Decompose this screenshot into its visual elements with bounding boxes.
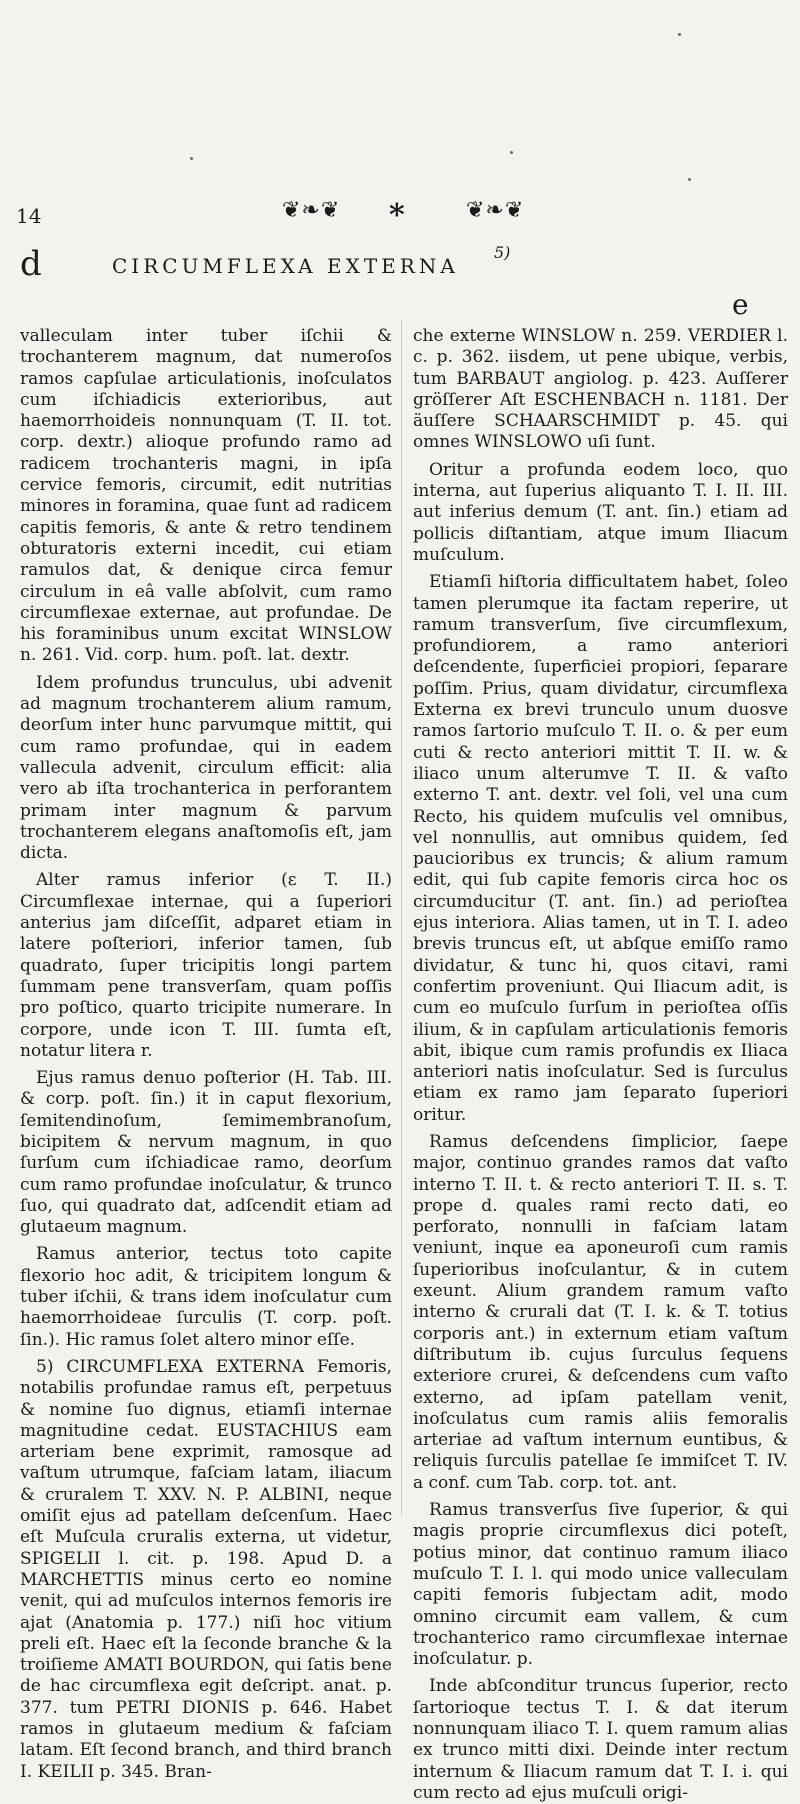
paragraph: Ramus deſcendens ſimplicior, ſaepe major, continuo grandes ramos dat vaſto interno T. II. t. & recto anteriori T. II. s. T. prope d. quales rami recto dati, eo perforato, nonnulli in faſciam latam veniunt, inque ea aponeuroſi cum ramis ſuperioribus inoſculantur, & in cutem exeunt. Alium grandem ramum vaſto interno & crurali dat (T. I. k. & T. totius corporis ant.) in externum etiam vaſtum diſtributum ib. cujus ſurculus ſequens exteriore crurei, & deſcendens cum vaſto externo, ad ipſam patellam venit, inoſculatus cum ramis aliis femoralis arteriae ad vaſtum internum euntibus, & reliquis ſurculis patellae ſe immiſcet T. IV. a conf. cum Tab. corp. tot. ant. bbox=[413, 1131, 788, 1493]
fleuron-right-icon: ❦❧❦ bbox=[466, 198, 525, 223]
fleuron-left-icon: ❦❧❦ bbox=[282, 198, 341, 223]
header-ornament-right bbox=[466, 198, 524, 223]
header-ornament-left bbox=[282, 198, 340, 223]
paragraph: Etiamſi hiſtoria difficultatem habet, ſoleo tamen plerumque ita factam reperire, ut ramum transverſum, ſive circumflexum, profundiorem, a ramo anteriori deſcendente, ſuperficiei propiori, ſeparare poſſim. Prius, quam dividatur, circumflexa Externa ex brevi trunculo unum duosve ramos ſartorio muſculo T. II. o. & per eum cuti & recto anteriori mittit T. II. w. & iliaco unum alterumve T. II. & vaſto externo T. ant. dextr. vel ſoli, vel una cum Recto, his quidem muſculis vel omnibus, vel nonnullis, aut omnibus quidem, ſed paucioribus ex truncis; & alium ramum edit, qui ſub capite femoris circa hoc os circumducitur (T. ant. ſin.) ad perioſtea ejus interiora. Alias tamen, ut in T. I. adeo brevis truncus eſt, ut abſque emiſſo ramo dividatur, & tunc hi, quos citavi, rami confertim proveniunt. Qui Iliacum adit, is cum eo muſculo ſurſum in perioſtea oſſis ilium, & in capſulam articulationis femoris abit, ibique cum ramis profundis ex Iliaca anteriori natis inoſculatur. Sed is ſurculus etiam ex ramo jam ſeparato ſuperiori oritur. bbox=[413, 572, 788, 1125]
footnote-paragraph: 5) CIRCUMFLEXA EXTERNA Femoris, notabilis profundae ramus eſt, perpetuus & nomine ſuo dignus, etiamſi internae magnitudine cedat. EUSTACHIUS eam arteriam bene exprimit, ramosque ad vaſtum utrumque, faſciam latam, iliacum & cruralem T. XXV. N. P. ALBINI, neque omiſit ejus ad patellam deſcenſum. Haec eſt Muſcula cruralis externa, ut videtur, SPIGELII l. cit. p. 198. Apud D. a MARCHETTIS minus certo eo nomine venit, qui ad muſculos internos femoris ire ajat (Anatomia p. 177.) niſi hoc vitium preli eſt. Haec eſt la ſeconde branche & la troiſieme AMATI BOURDON, qui ſatis bene de hac circumflexa egit deſcript. anat. p. 377. tum PETRI DIONIS p. 646. Habet ramos in glutaeum medium & faſciam latam. Eſt ſecond branch, and third branch I. KEILII p. 345. Bran- bbox=[20, 1356, 392, 1782]
paper-speck bbox=[688, 178, 691, 181]
paragraph: valleculam inter tuber iſchii & trochanterem magnum, dat numeroſos ramos capſulae articulationis, inoſculatos cum iſchiadicis exterioribus, aut haemorrhoideis nonnunquam (T. II. tot. corp. dextr.) alioque profundo ramo ad radicem trochanteris magni, in ipſa cervice femoris, circumit, edit nutritias minores in foramina, quae ſunt ad radicem capitis femoris, & ante & retro tendinem obturatoris externi incedit, cui etiam ramulos dat, & denique circa femur circulum in eâ valle abſolvit, cum ramo circumflexae externae, aut profundae. De his foraminibus unum excitat WINSLOW n. 261. Vid. corp. hum. poſt. lat. dextr. bbox=[20, 326, 392, 666]
paragraph: che externe WINSLOW n. 259. VERDIER l. c. p. 362. iisdem, ut pene ubique, verbis, tum BARBAUT angiolog. p. 423. Auſſerer gröſſerer Aſt ESCHENBACH n. 1181. Der äuſſere SCHAARSCHMIDT p. 45. qui omnes WINSLOWO uſi ſunt. bbox=[413, 326, 788, 453]
paper-speck bbox=[510, 151, 513, 154]
right-column bbox=[413, 326, 788, 1803]
footnote-reference: 5) bbox=[494, 243, 511, 262]
paragraph: Inde abſconditur truncus ſuperior, recto ſartorioque tectus T. I. & dat iterum nonnunquam iliaco T. I. quem ramum alias ex trunco mitti dixi. Deinde inter rectum internum & Iliacum ramum dat T. I. i. qui cum recto ad ejus muſculi origi- bbox=[413, 1676, 788, 1803]
section-letter-left: d bbox=[20, 244, 42, 284]
chapter-heading: CIRCUMFLEXA EXTERNA bbox=[112, 254, 459, 278]
page-number: 14 bbox=[16, 204, 42, 228]
left-column bbox=[20, 326, 392, 1782]
paragraph: Ramus anterior, tectus toto capite flexorio hoc adit, & tricipitem longum & tuber iſchii, & trans idem inoſculatur cum haemorrhoideae ſurculis (T. corp. poſt. ſin.). Hic ramus ſolet altero minor eſſe. bbox=[20, 1244, 392, 1350]
paper-speck bbox=[190, 157, 193, 160]
paragraph: Alter ramus inferior (ε T. II.) Circumflexae internae, qui a ſuperiori anterius jam diſceſſit, adparet etiam in latere poſteriori, inferior tamen, ſub quadrato, ſuper tricipitis longi partem ſummam pene transverſam, quam poſſis pro poſtico, quarto tricipite numerare. In corpore, unde icon T. III. ſumta eſt, notatur litera r. bbox=[20, 870, 392, 1061]
paragraph: Ejus ramus denuo poſterior (H. Tab. III. & corp. poſt. ſin.) it in caput flexorium, ſemitendinoſum, ſemimembranoſum, bicipitem & nervum magnum, in quo ſurſum cum iſchiadicae ramo, deorſum cum ramo profundae inoſculatur, & trunco ſuo, qui quadrato dat, adſcendit etiam ad glutaeum magnum. bbox=[20, 1068, 392, 1238]
paragraph: Oritur a profunda eodem loco, quo interna, aut ſuperius aliquanto T. I. II. III. aut inferius demum (T. ant. ſin.) etiam ad pollicis diſtantiam, atque imum Iliacum muſculum. bbox=[413, 459, 788, 565]
header-ornament-center bbox=[389, 198, 405, 233]
paragraph: Idem profundus trunculus, ubi advenit ad magnum trochanterem alium ramum, deorſum inter hunc parvumque mittit, qui cum ramo profundae, qui in eadem vallecula advenit, circulum efficit: alia vero ab iſta trochanterica in perforantem primam inter magnum & parvum trochanterem elegans anaſtomoſis eſt, jam dicta. bbox=[20, 672, 392, 864]
column-divider bbox=[401, 320, 402, 1515]
paper-speck bbox=[678, 33, 681, 36]
paragraph: Ramus transverſus ſive ſuperior, & qui magis proprie circumflexus dici poteſt, potius minor, dat continuo ramum iliaco muſculo T. I. l. qui modo unice valleculam capiti femoris ſubjectam adit, modo omnino circumit eam vallem, & cum trochanterico ramo circumflexae internae inoſculatur. p. bbox=[413, 1500, 788, 1670]
asterisk-icon: * bbox=[389, 198, 405, 233]
section-letter-right: e bbox=[732, 288, 749, 321]
